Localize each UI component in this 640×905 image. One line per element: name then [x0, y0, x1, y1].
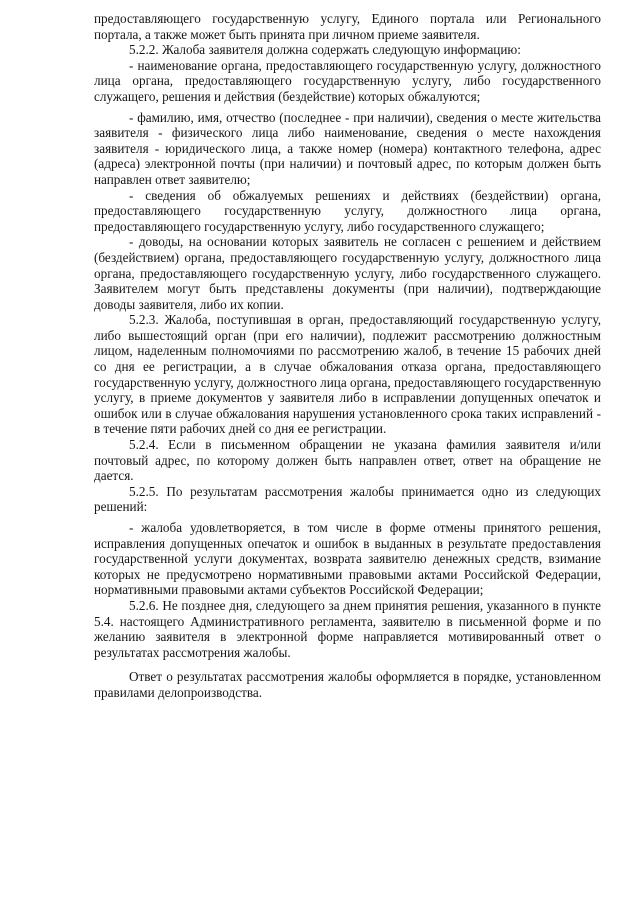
paragraph-5-2-2: 5.2.2. Жалоба заявителя должна содержать следующую информацию:: [129, 42, 521, 58]
list-item-arguments: - доводы, на основании которых заявитель не согласен с решением и действием (бездействием) органа, предоставляющего государственную услугу, должностного лица органа, предоставляющего государственную услугу, либо государственного служащего. Заявителем могут быть представлены документы (при наличии), подтверждающие доводы заявителя, либо их копии.: [94, 234, 601, 312]
list-item-appealed-decisions: - сведения об обжалуемых решениях и действиях (бездействии) органа, предоставляющего государственную услугу, должностного лица органа, предоставляющего государственную услугу, либо государственного служащего;: [94, 187, 601, 234]
paragraph-5-2-5: 5.2.5. По результатам рассмотрения жалобы принимается одно из следующих решений:: [94, 483, 601, 515]
list-item-applicant-info: - фамилию, имя, отчество (последнее - при наличии), сведения о месте жительства заявителя - физического лица либо наименование, сведения о месте нахождения заявителя - юридического лица, а также номер (номера) контактного телефона, адрес (адреса) электронной почты (при наличии) и почтовый адрес, по которым должен быть направлен ответ заявителю;: [94, 109, 601, 187]
paragraph-5-2-6: 5.2.6. Не позднее дня, следующего за днем принятия решения, указанного в пункте 5.4. настоящего Административного регламента, заявителю в письменной форме и по желанию заявителя в электронной форме направляется мотивированный ответ о результатах рассмотрения жалобы.: [94, 597, 601, 660]
list-item-complaint-satisfied: - жалоба удовлетворяется, в том числе в форме отмены принятого решения, исправления допущенных опечаток и ошибок в выданных в результате предоставления государственной услуги документах, возврата заявителю денежных средств, взимание которых не предусмотрено нормативными правовыми актами Российской Федерации, нормативными правовыми актами субъектов Российской Федерации;: [94, 520, 601, 598]
paragraph-5-2-4: 5.2.4. Если в письменном обращении не указана фамилия заявителя и/или почтовый адрес, по которому должен быть направлен ответ, ответ на обращение не дается.: [94, 437, 601, 484]
list-item-organ-name: - наименование органа, предоставляющего государственную услугу, должностного лица органа, предоставляющего государственную услугу, либо государственного служащего, решения и действия (бездействие) которых обжалуются;: [94, 57, 601, 104]
paragraph-continuation: предоставляющего государственную услугу, Единого портала или Регионального портала, а также может быть принята при личном приеме заявителя.: [94, 11, 601, 42]
paragraph-5-2-3: 5.2.3. Жалоба, поступившая в орган, предоставляющий государственную услугу, либо вышестоящий орган (при его наличии), подлежит рассмотрению должностным лицом, наделенным полномочиями по рассмотрению жалоб, в течение 15 рабочих дней со дня ее регистрации, а в случае обжалования отказа органа, предоставляющего государственную услугу, должностного лица органа, предоставляющего государственную услугу, в приеме документов у заявителя либо в исправлении допущенных опечаток и ошибок или в случае обжалования нарушения установленного срока таких исправлений - в течение пяти рабочих дней со дня ее регистрации.: [94, 312, 601, 437]
paragraph-response-format: Ответ о результатах рассмотрения жалобы оформляется в порядке, установленном правилами делопроизводства.: [94, 669, 601, 700]
